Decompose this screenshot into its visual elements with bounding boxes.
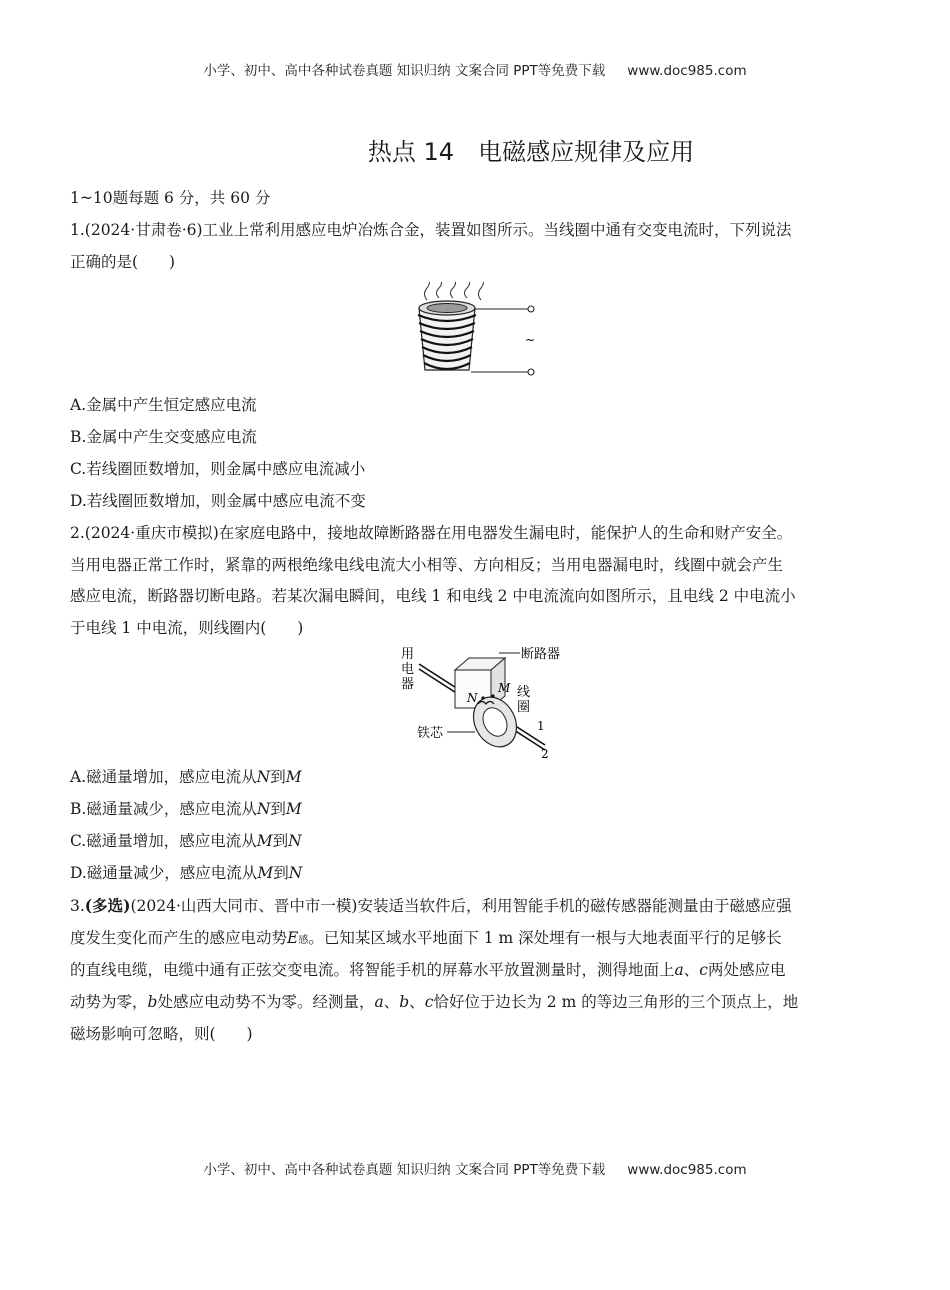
q1-stem-line1: 1.(2024·甘肃卷·6)工业上常利用感应电炉冶炼合金，装置如图所示。当线圈中通有交变电流时，下列说法: [70, 221, 792, 239]
q1-option-c: C.若线圈匝数增加，则金属中感应电流减小: [70, 460, 366, 478]
footer-site: www.doc985.com: [627, 1162, 747, 1178]
q1-option-a: A.金属中产生恒定感应电流: [70, 396, 257, 414]
q2-option-a: A.磁通量增加，感应电流从N到M: [70, 768, 302, 786]
q3-stem-line2: 度发生变化而产生的感应电动势E感。已知某区域水平地面下 1 m 深处埋有一根与大地表面平行的足够长: [70, 929, 782, 947]
q2-option-d: D.磁通量减少，感应电流从M到N: [70, 864, 303, 882]
score-intro: 1~10题每题 6 分，共 60 分: [70, 189, 271, 207]
footer-text: 小学、初中、高中各种试卷真题 知识归纳 文案合同 PPT等免费下载: [203, 1162, 606, 1178]
page-footer: [0, 1158, 950, 1178]
heat-wave: [465, 282, 470, 298]
q1-option-b: B.金属中产生交变感应电流: [70, 428, 257, 446]
wire-2-label: 2: [541, 747, 549, 760]
breaker-figure: [395, 640, 565, 760]
appliance-label: 器: [401, 677, 415, 692]
coil-terminal-m: [491, 694, 494, 697]
q1-option-d: D.若线圈匝数增加，则金属中感应电流不变: [70, 492, 366, 510]
terminal: [528, 306, 534, 312]
appliance-label: 用: [401, 647, 415, 662]
page-header: [0, 59, 950, 79]
ac-symbol: ~: [525, 333, 536, 347]
q2-option-b: B.磁通量减少，感应电流从N到M: [70, 800, 302, 818]
q1-stem-line2: 正确的是( ): [70, 253, 176, 271]
label-n: N: [467, 691, 478, 705]
induction-furnace-figure: [405, 282, 545, 380]
appliance-label: 电: [401, 662, 415, 677]
q3-stem-line4: 动势为零，b处感应电动势不为零。经测量，a、b、c恰好位于边长为 2 m 的等边三角形的三个顶点上，地: [70, 993, 799, 1011]
metal-charge: [427, 304, 467, 313]
coil-label: 线: [517, 685, 531, 700]
wire-1-label: 1: [537, 719, 545, 733]
q2-stem-line3: 感应电流，断路器切断电路。若某次漏电瞬间，电线 1 和电线 2 中电流流向如图所示，且电线 2 中电流小: [70, 587, 796, 605]
header-text: 小学、初中、高中各种试卷真题 知识归纳 文案合同 PPT等免费下载: [203, 63, 606, 79]
page-title: 热点 14 电磁感应规律及应用: [367, 138, 695, 166]
q2-stem-line2: 当用电器正常工作时，紧靠的两根绝缘电线电流大小相等、方向相反；当用电器漏电时，线圈中就会产生: [70, 556, 784, 574]
q3-stem-line1: 3.(多选)(2024·山西大同市、晋中市一模)安装适当软件后，利用智能手机的磁传感器能测量由于磁感应强: [70, 896, 792, 915]
heat-wave: [479, 282, 484, 300]
terminal: [528, 369, 534, 375]
q2-stem-line4: 于电线 1 中电流，则线圈内( ): [70, 619, 304, 637]
breaker-label: 断路器: [521, 647, 561, 662]
heat-wave: [451, 282, 456, 298]
q3-stem-line5: 磁场影响可忽略，则( ): [70, 1025, 253, 1043]
heat-wave: [425, 282, 430, 300]
q2-stem-line1: 2.(2024·重庆市模拟)在家庭电路中，接地故障断路器在用电器发生漏电时，能保护人的生命和财产安全。: [70, 524, 793, 542]
q3-stem-line3: 的直线电缆，电缆中通有正弦交变电流。将智能手机的屏幕水平放置测量时，测得地面上a、c两处感应电: [70, 961, 786, 979]
core-label: 铁芯: [417, 726, 444, 741]
label-m: M: [498, 681, 511, 695]
coil-terminal-n: [481, 696, 484, 699]
header-site: www.doc985.com: [627, 63, 747, 79]
coil-label: 圈: [517, 700, 531, 715]
heat-wave: [437, 282, 442, 298]
q2-option-c: C.磁通量增加，感应电流从M到N: [70, 832, 302, 850]
